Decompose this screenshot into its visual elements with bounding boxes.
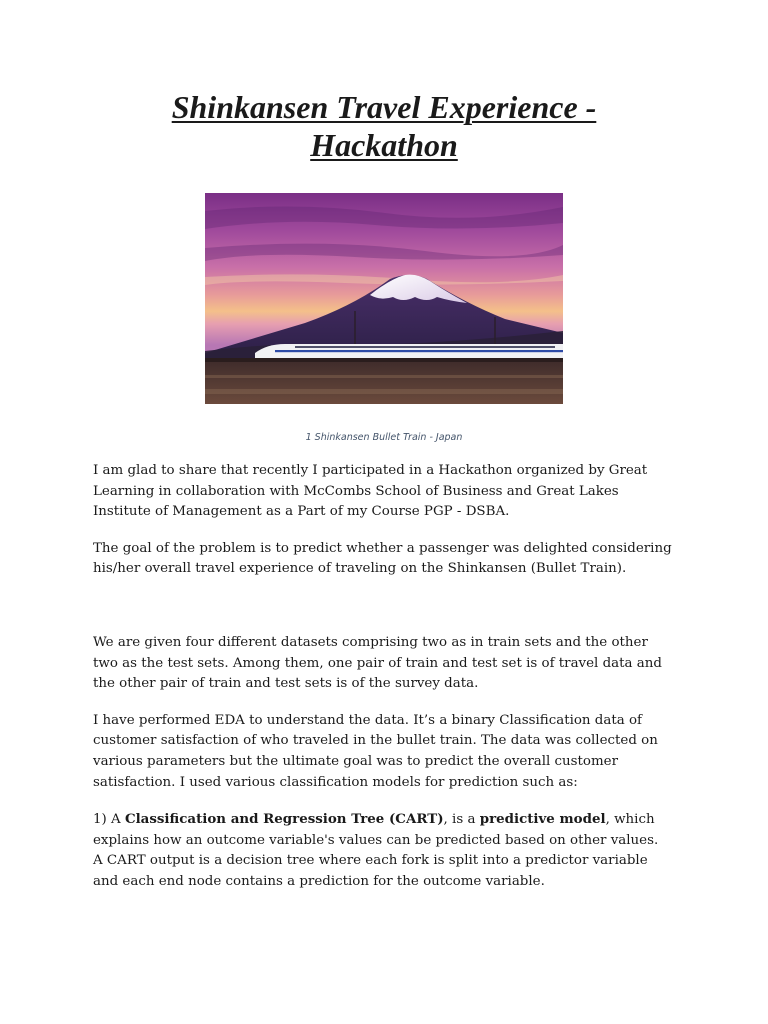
paragraph-line: I have performed EDA to understand the data. It’s a binary Classification data of — [93, 712, 642, 728]
article-body — [93, 461, 693, 893]
cart-prefix: 1) A — [93, 812, 125, 828]
paragraph-eda — [93, 711, 693, 793]
cart-mid: , is a — [443, 812, 480, 828]
paragraph-line: I am glad to share that recently I participated in a Hackathon organized by Great — [93, 463, 648, 478]
paragraph-cart — [93, 809, 693, 892]
paragraph-line: The goal of the problem is to predict whether a passenger was delighted considering — [93, 540, 672, 556]
page-title — [120, 88, 648, 164]
paragraph-line: We are given four different datasets comprising two as in train sets and the other — [93, 634, 648, 650]
predictive-model-term: predictive model — [479, 811, 606, 828]
paragraph-line: customer satisfaction of who traveled in the bullet train. The data was collected on — [93, 733, 658, 749]
paragraph-line: two as the test sets. Among them, one pair of train and test set is of travel data and — [93, 655, 662, 671]
paragraph-line: A CART output is a decision tree where each fork is split into a predictor variable — [93, 853, 648, 869]
paragraph-intro — [93, 461, 693, 523]
cart-suffix: , which — [605, 812, 655, 828]
paragraph-line: and each end node contains a prediction for the outcome variable. — [93, 873, 545, 889]
paragraph-line: satisfaction. I used various classification models for prediction such as: — [93, 774, 578, 790]
paragraph-line: various parameters but the ultimate goal was to predict the overall customer — [93, 753, 619, 769]
paragraph-line: Institute of Management as a Part of my Course PGP - DSBA. — [93, 504, 510, 520]
title-line-1: Shinkansen Travel Experience - — [171, 89, 597, 125]
title-line-2: Hackathon — [310, 127, 458, 163]
paragraph-line: the other pair of train and test sets is of the survey data. — [93, 676, 479, 692]
paragraph-line: his/her overall travel experience of traveling on the Shinkansen (Bullet Train). — [93, 561, 627, 577]
paragraph-line — [93, 809, 693, 831]
figure-caption: 1 Shinkansen Bullet Train - Japan — [305, 432, 463, 443]
paragraph-datasets — [93, 633, 693, 695]
bullet-train-mount-fuji-image — [205, 193, 563, 404]
paragraph-line: Learning in collaboration with McCombs School of Business and Great Lakes — [93, 483, 619, 499]
paragraph-line: explains how an outcome variable's values can be predicted based on other values. — [93, 832, 659, 848]
paragraph-goal — [93, 539, 693, 580]
cart-term: Classification and Regression Tree (CART) — [124, 811, 444, 828]
